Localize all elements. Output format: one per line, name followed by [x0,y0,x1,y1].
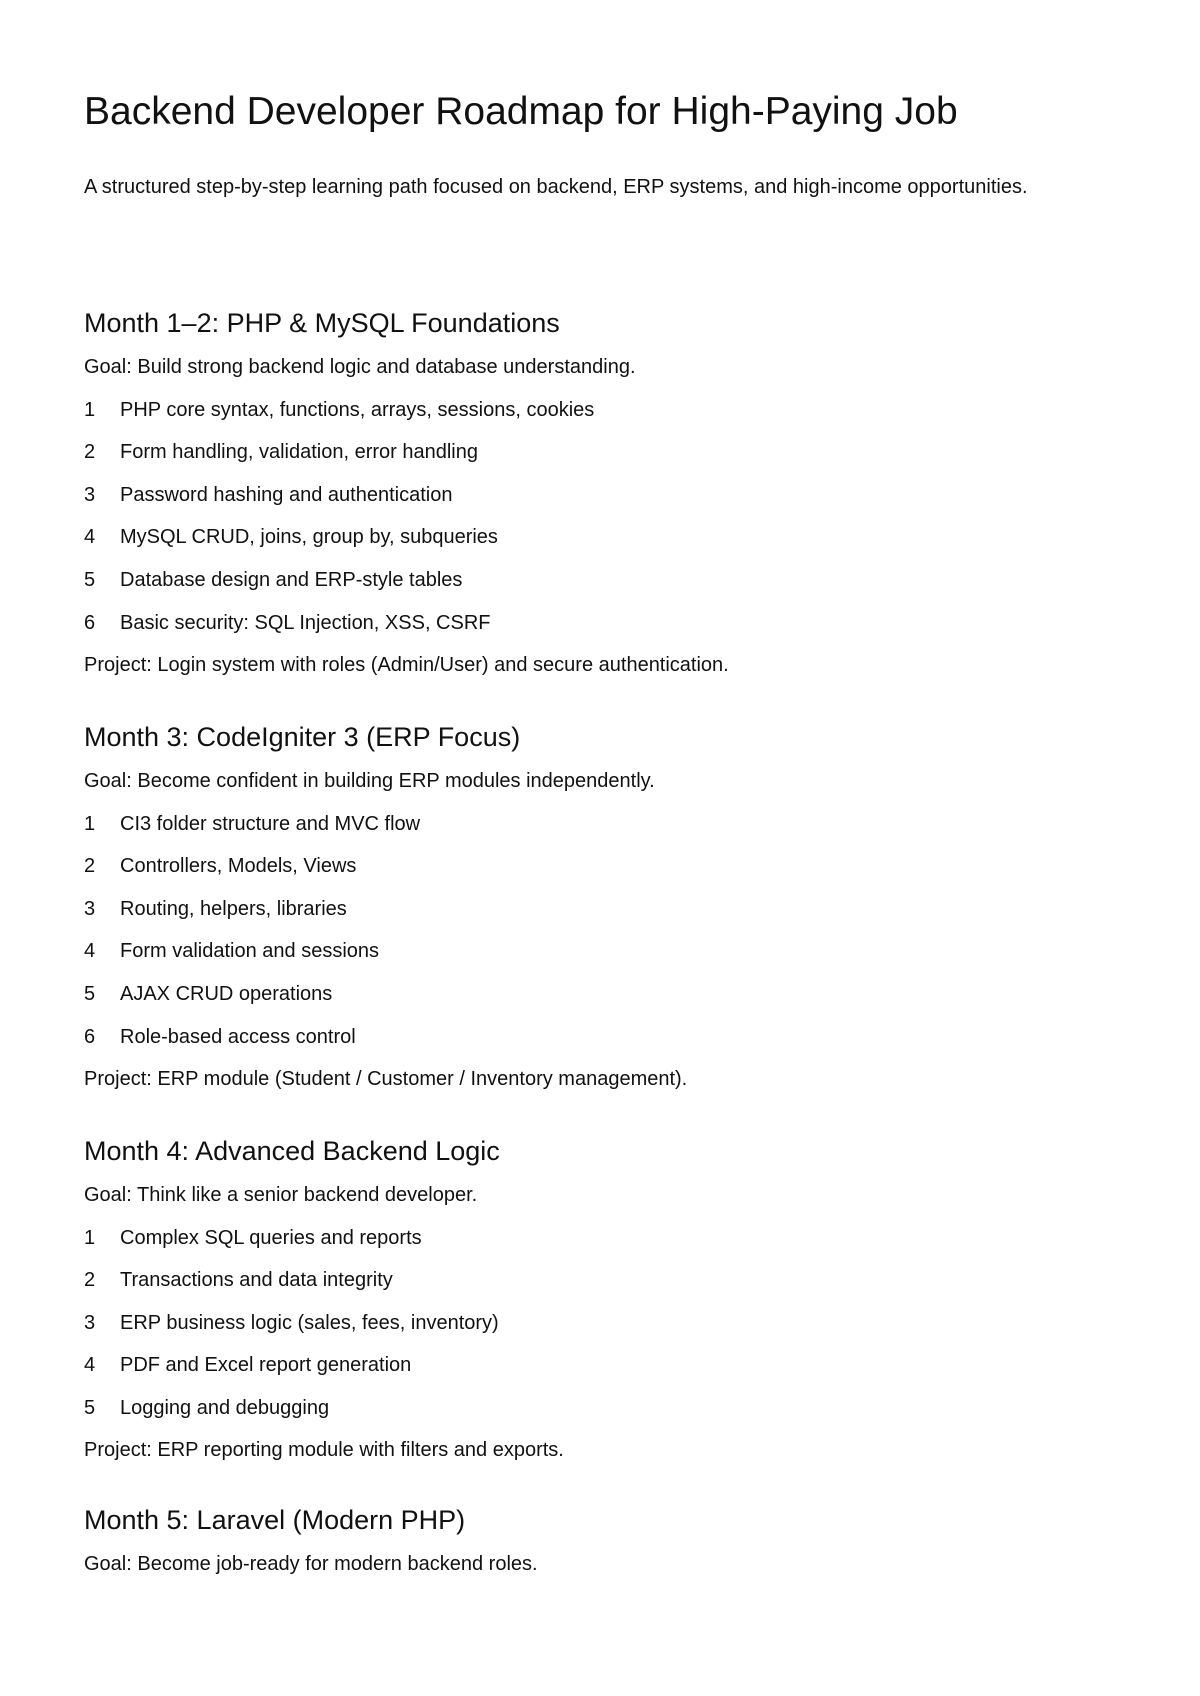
topic-list [84,810,1116,1051]
item-number: 1 [84,398,96,421]
section-project: Project: ERP reporting module with filters and exports. [84,1438,564,1461]
list-item [84,1224,1116,1252]
list-item [84,609,1116,637]
item-text: Form handling, validation, error handling [120,441,478,464]
item-number: 4 [84,1354,96,1377]
section-heading: Month 4: Advanced Backend Logic [84,1136,500,1166]
item-number: 1 [84,812,96,835]
list-item [84,980,1116,1008]
item-number: 2 [84,1269,96,1292]
item-text: Logging and debugging [120,1396,330,1419]
section-project: Project: ERP module (Student / Customer / Inventory management). [84,1067,688,1090]
list-item [84,1023,1116,1051]
list-item [84,438,1116,466]
section-goal: Goal: Think like a senior backend developer. [84,1184,478,1206]
section-goal: Goal: Become job-ready for modern backend roles. [84,1553,538,1575]
list-item [84,937,1116,965]
document-title: Backend Developer Roadmap for High-Paying Job [84,90,958,133]
item-number: 5 [84,982,96,1005]
item-text: Transactions and data integrity [120,1269,393,1292]
item-number: 2 [84,441,96,464]
section-heading: Month 1–2: PHP & MySQL Foundations [84,308,560,338]
item-text: Routing, helpers, libraries [120,897,347,920]
section-month-5 [84,1502,1116,1578]
section-heading: Month 5: Laravel (Modern PHP) [84,1505,466,1535]
document-intro: A structured step-by-step learning path focused on backend, ERP systems, and high-income opportunities. [84,176,1028,198]
item-number: 1 [84,1226,96,1249]
topic-list [84,1224,1116,1422]
item-text: Role-based access control [120,1025,356,1048]
section-goal: Goal: Build strong backend logic and database understanding. [84,356,636,378]
topic-list [84,396,1116,637]
item-number: 2 [84,855,96,878]
section-month-1-2 [84,305,1116,679]
item-text: ERP business logic (sales, fees, inventory) [120,1311,499,1334]
item-text: Password hashing and authentication [120,483,453,506]
item-text: Database design and ERP-style tables [120,568,463,591]
item-text: PHP core syntax, functions, arrays, sessions, cookies [120,398,595,421]
list-item [84,895,1116,923]
section-month-4 [84,1133,1116,1464]
item-text: MySQL CRUD, joins, group by, subqueries [120,526,498,549]
section-project: Project: Login system with roles (Admin/User) and secure authentication. [84,653,729,676]
section-month-3 [84,719,1116,1093]
item-number: 3 [84,1311,96,1334]
section-goal: Goal: Become confident in building ERP modules independently. [84,770,655,792]
item-number: 6 [84,1025,96,1048]
item-text: Controllers, Models, Views [120,855,357,878]
item-number: 3 [84,897,96,920]
list-item [84,810,1116,838]
item-text: CI3 folder structure and MVC flow [120,812,421,835]
item-number: 4 [84,526,96,549]
item-text: Basic security: SQL Injection, XSS, CSRF [120,611,491,634]
item-text: Complex SQL queries and reports [120,1226,422,1249]
list-item [84,852,1116,880]
item-text: Form validation and sessions [120,940,380,963]
item-number: 4 [84,940,96,963]
list-item [84,396,1116,424]
section-heading: Month 3: CodeIgniter 3 (ERP Focus) [84,722,521,752]
item-number: 5 [84,1396,96,1419]
list-item [84,523,1116,551]
item-text: AJAX CRUD operations [120,982,333,1005]
list-item [84,1309,1116,1337]
item-number: 6 [84,611,96,634]
item-number: 5 [84,568,96,591]
item-text: PDF and Excel report generation [120,1354,412,1377]
list-item [84,481,1116,509]
list-item [84,1266,1116,1294]
list-item [84,566,1116,594]
list-item [84,1394,1116,1422]
item-number: 3 [84,483,96,506]
list-item [84,1351,1116,1379]
